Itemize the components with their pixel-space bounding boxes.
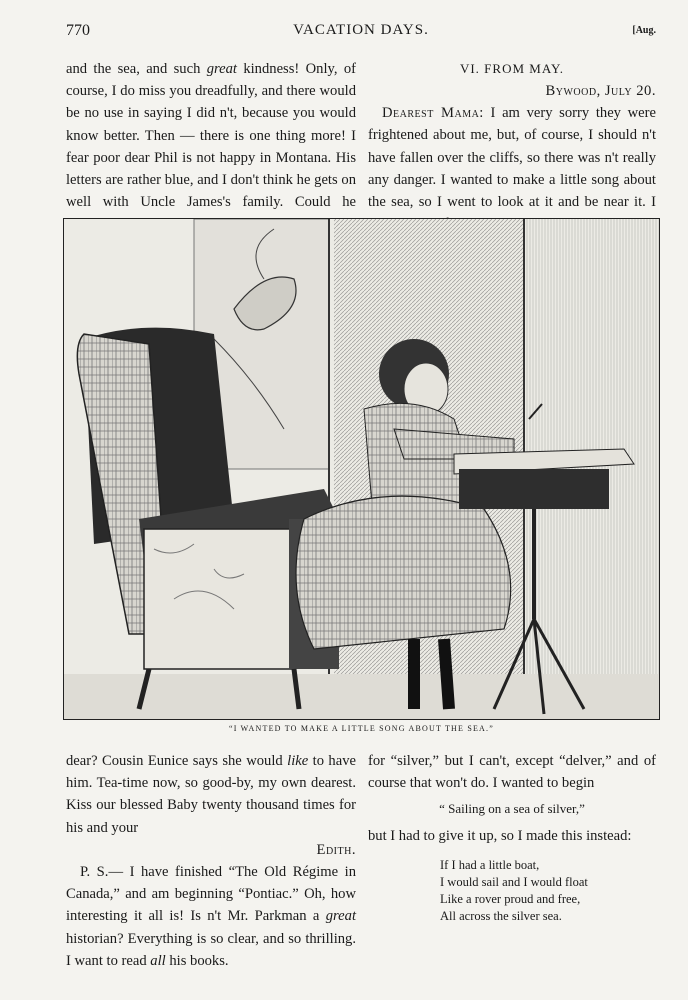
left-column-top <box>66 58 356 236</box>
poem <box>368 857 656 925</box>
paragraph: Dearest Mama: I am very sorry they were frightened about me, but, of course, I should n't have fallen over the cliffs, so there was n't really any danger. I wanted to make a little song about the sea, so I went to look at it and be near it. I <box>368 105 656 211</box>
page-number: 770 <box>66 22 90 39</box>
paragraph: for “silver,” but I can't, except “delver,” and of course that won't do. I wanted to begin <box>368 753 656 792</box>
salutation: Dearest Mama: <box>382 105 484 122</box>
page-header <box>66 22 656 46</box>
signature: Edith. <box>316 841 356 858</box>
emphasis: all <box>150 952 166 969</box>
emphasis: great <box>206 61 237 77</box>
running-title: VACATION DAYS. <box>293 22 429 38</box>
engraving-illustration <box>63 218 660 720</box>
paragraph: but I had to give it up, so I made this instead: <box>368 827 632 844</box>
right-column-top <box>368 58 656 235</box>
poem-line: Like a rover proud and free, <box>440 891 581 906</box>
postscript: P. S.— I have finished “The Old Régime in Canada,” and am beginning “Pontiac.” Oh, how interesting it all is! Is n't Mr. Parkman a great historian? Everything is so clear, and so thrilling. I want to read all his books. <box>66 864 356 969</box>
emphasis: like <box>287 753 309 769</box>
poem-line: I would sail and I would float <box>440 874 588 889</box>
girl-writing-illustration <box>64 219 660 720</box>
right-column-bottom <box>368 750 656 925</box>
month-label: [Aug. <box>632 25 656 36</box>
poem-line: All across the silver sea. <box>440 908 562 923</box>
left-column-bottom <box>66 750 356 972</box>
illustration-caption: “I WANTED TO MAKE A LITTLE SONG ABOUT THE SEA.” <box>229 724 494 733</box>
dateline: Bywood, July 20. <box>545 83 656 99</box>
paragraph: and the sea, and such great kindness! Only, of course, I do miss you dreadfully, and there would be no use in saying I did n't, because you would know better. Then — there is one thing more! I fear poor dear Phil is not happy in Montana. His letters are rather blue, and I don't think he gets on well with Uncle James's family. Could he <box>66 61 356 211</box>
paragraph: dear? Cousin Eunice says she would like to have him. Tea-time now, so good-by, my own dearest. Kiss our blessed Baby twenty thousand times for his and your <box>66 753 356 836</box>
quoted-line: “ Sailing on a sea of silver,” <box>439 801 585 817</box>
section-heading: VI. FROM MAY. <box>459 61 565 76</box>
poem-line: If I had a little boat, <box>440 857 540 872</box>
emphasis: great <box>325 908 356 925</box>
